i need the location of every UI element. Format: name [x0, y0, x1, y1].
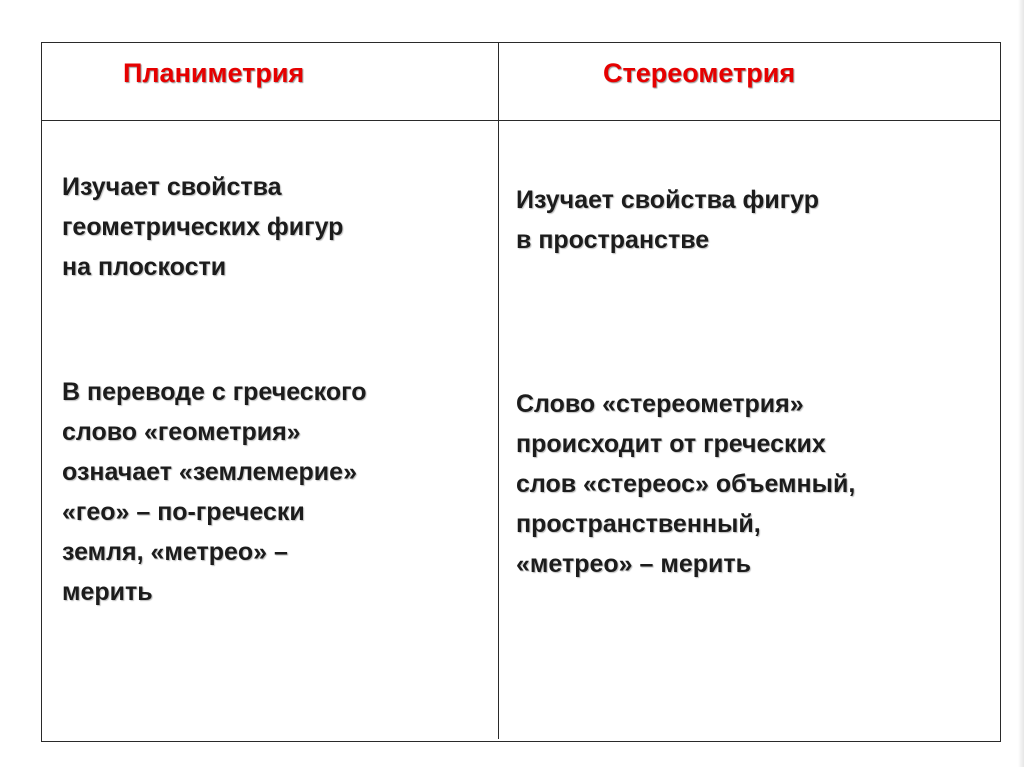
planimetry-definition: Изучает свойства геометрических фигур на плоскости	[62, 173, 344, 281]
slide-edge-shadow	[1018, 0, 1024, 767]
column-divider	[498, 42, 499, 739]
stereometry-definition: Изучает свойства фигур в пространстве	[516, 186, 819, 254]
planimetry-etymology: В переводе с греческого слово «геометрия» означает «землемерие» «гео» – по-гречески земля, «метрео» – мерить	[62, 378, 367, 606]
stereometry-etymology: Слово «стереометрия» происходит от греческих слов «стереос» объемный, пространственный, «метрео» – мерить	[516, 390, 856, 578]
header-divider	[41, 120, 1001, 121]
column-title-stereometry: Стереометрия	[603, 58, 796, 88]
column-title-planimetry: Планиметрия	[123, 58, 305, 88]
